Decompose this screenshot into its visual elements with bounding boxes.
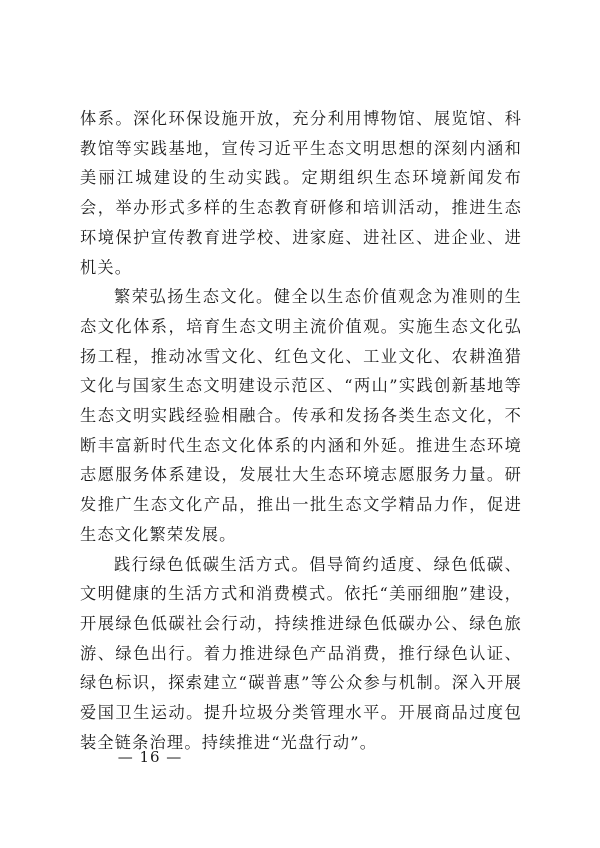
body-text — [80, 104, 522, 757]
paragraph-green-lifestyle: 践行绿色低碳生活方式。倡导简约适度、绿色低碳、文明健康的生活方式和消费模式。依托“美丽细胞”建设，开展绿色低碳社会行动，持续推进绿色低碳办公、绿色旅游、绿色出行。着力推进绿色产品消费，推行绿色认证、绿色标识，探索建立“碳普惠”等公众参与机制。深入开展爱国卫生运动。提升垃圾分类管理水平。开展商品过度包装全链条治理。持续推进“光盘行动”。 — [80, 554, 522, 752]
paragraph-environmental-education: 体系。深化环保设施开放，充分利用博物馆、展览馆、科教馆等实践基地，宣传习近平生态文明思想的深刻内涵和美丽江城建设的生动实践。定期组织生态环境新闻发布会，举办形式多样的生态教育研修和培训活动，推进生态环境保护宣传教育进学校、进家庭、进社区、进企业、进机关。 — [80, 109, 522, 277]
paragraph-ecological-culture: 繁荣弘扬生态文化。健全以生态价值观念为准则的生态文化体系，培育生态文明主流价值观。实施生态文化弘扬工程，推动冰雪文化、红色文化、工业文化、农耕渔猎文化与国家生态文明建设示范区、“两山”实践创新基地等生态文明实践经验相融合。传承和发扬各类生态文化，不断丰富新时代生态文化体系的内涵和外延。推进生态环境志愿服务体系建设，发展壮大生态环境志愿服务力量。研发推广生态文化产品，推出一批生态文学精品力作，促进生态文化繁荣发展。 — [80, 287, 522, 544]
page-number: — 16 — — [117, 748, 183, 766]
